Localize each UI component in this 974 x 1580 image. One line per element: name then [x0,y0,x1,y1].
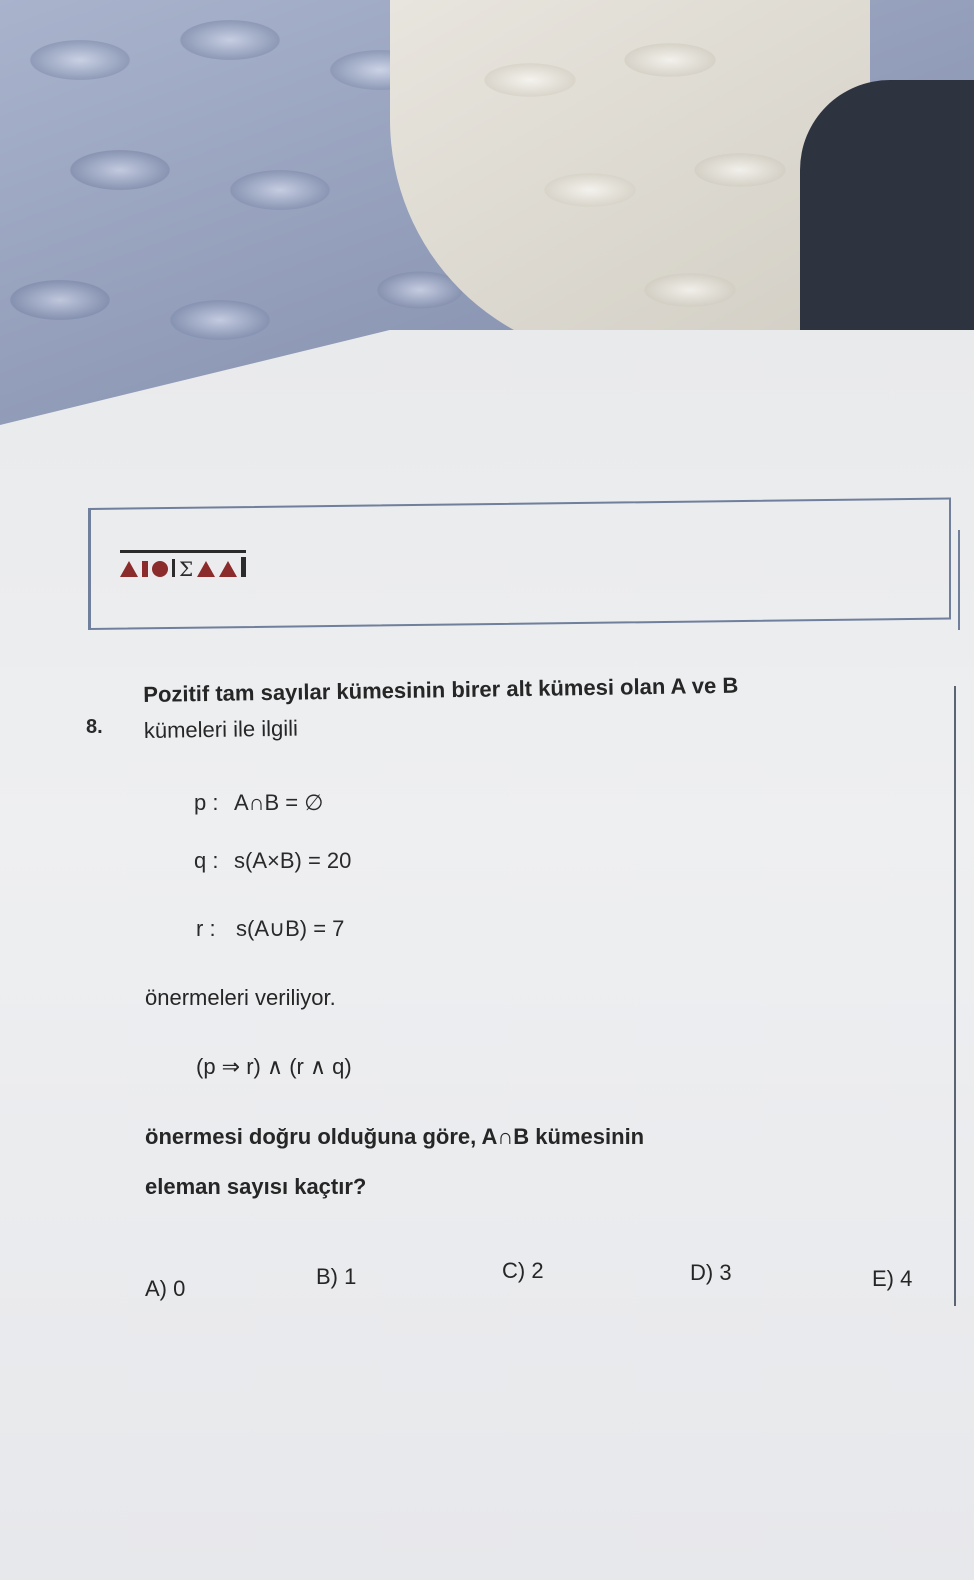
logo-triangle-shape [197,561,215,577]
proposition-expression: A∩B = ∅ [234,790,324,815]
option-e[interactable]: E) 4 [872,1266,913,1291]
logo-triangle-shape [120,561,138,577]
logo-i-shape [241,557,246,577]
option-b[interactable]: B) 1 [316,1264,357,1289]
proposition-p [194,790,323,816]
logo-sigma-glyph: Σ [179,557,194,581]
question-ask-line-2: eleman sayısı kaçtır? [145,1174,367,1199]
proposition-label: q : [194,848,219,873]
given-text: önermeleri veriliyor. [145,985,336,1010]
logo-circle-shape [152,561,168,577]
question-ask-line-1: önermesi doğru olduğuna göre, A∩B kümesinin [145,1124,645,1149]
option-c[interactable]: C) 2 [502,1258,544,1283]
header-frame-edge [958,530,970,630]
stem-line-1: Pozitif tam sayılar kümesinin birer alt kümesi olan A ve B [143,672,739,707]
logo-line-shape [172,559,175,577]
compound-proposition: (p ⇒ r) ∧ (r ∧ q) [196,1054,352,1079]
option-a[interactable]: A) 0 [145,1276,186,1301]
proposition-r [196,916,344,942]
logo-bar-shape [142,561,148,577]
question-stem [143,665,914,748]
publisher-logo [120,550,246,581]
proposition-q [194,848,351,874]
logo-triangle-shape [219,561,237,577]
page-margin-rule [954,686,956,1306]
proposition-expression: s(A∪B) = 7 [236,916,345,941]
stem-line-2: kümeleri ile ilgili [143,715,299,743]
proposition-label: p : [194,790,219,815]
proposition-label: r : [196,916,216,941]
proposition-expression: s(A×B) = 20 [234,848,352,873]
question-number: 8. [86,716,103,738]
option-d[interactable]: D) 3 [690,1260,732,1285]
